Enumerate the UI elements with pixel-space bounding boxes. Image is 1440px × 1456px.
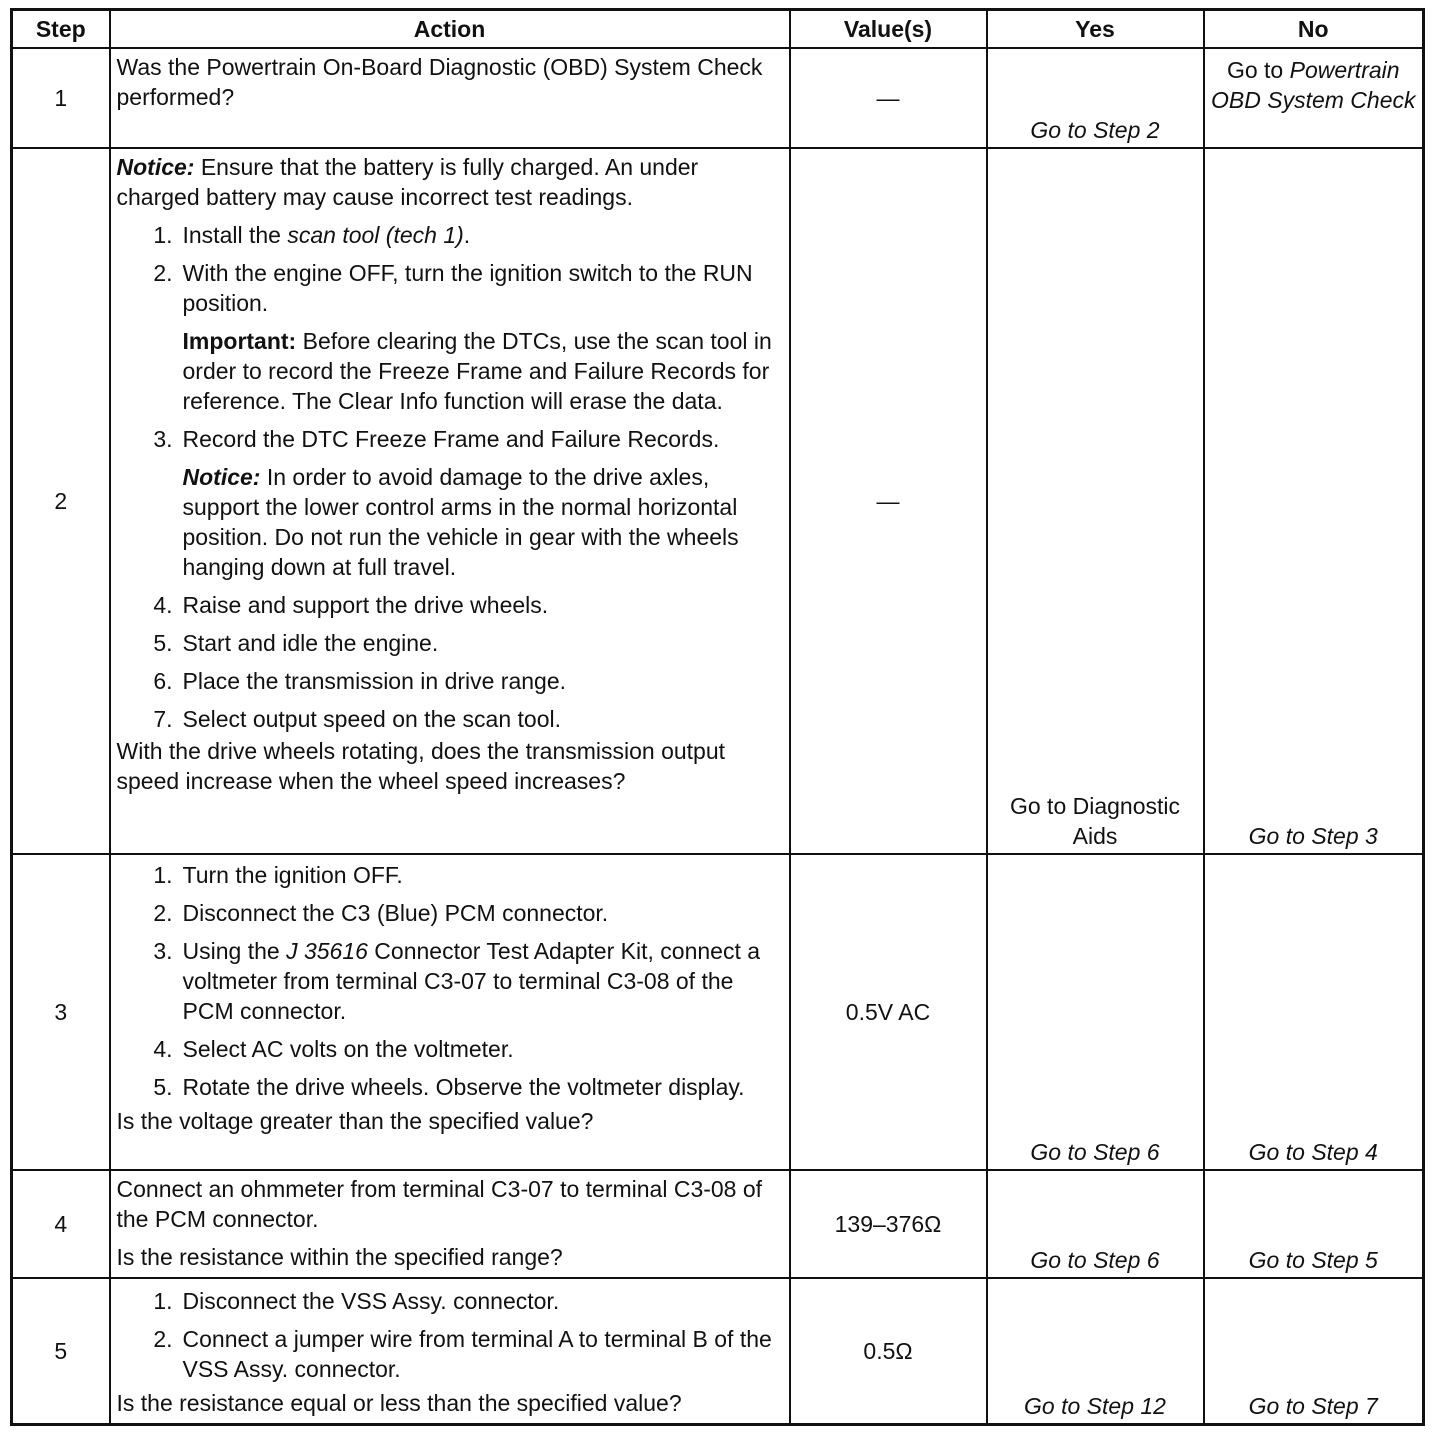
question-text: Is the resistance equal or less than the specified value? <box>116 1390 682 1416</box>
table-row <box>12 148 1424 854</box>
item-text-pre: Using the <box>182 938 287 964</box>
notice-text: Ensure that the battery is fully charged. An under charged battery may cause incorrect test readings. <box>116 154 699 210</box>
item-text: Disconnect the C3 (Blue) PCM connector. <box>182 900 609 926</box>
notice-label: Notice: <box>182 464 261 490</box>
step-number: 4 <box>12 1170 110 1278</box>
step-number: 1 <box>12 48 110 148</box>
action-cell <box>110 1278 790 1424</box>
procedure-list <box>117 424 783 454</box>
important-text: Before clearing the DTCs, use the scan tool in order to record the Freeze Frame and Failure Records for reference. The Clear Info function will erase the data. <box>182 328 772 414</box>
item-number: 2. <box>153 260 173 286</box>
step-number: 2 <box>12 148 110 854</box>
no-cell: Go to Step 5 <box>1204 1170 1424 1278</box>
item-text: Turn the ignition OFF. <box>182 862 403 888</box>
item-text-pre: Install the <box>182 222 288 248</box>
item-text: Place the transmission in drive range. <box>182 668 567 694</box>
procedure-list <box>117 1286 783 1384</box>
value-cell: 139–376Ω <box>790 1170 987 1278</box>
question-text: Is the resistance within the specified range? <box>116 1244 563 1270</box>
step-number: 3 <box>12 854 110 1170</box>
list-item <box>117 898 783 928</box>
item-number: 4. <box>153 1036 173 1062</box>
header-row <box>12 10 1424 49</box>
header-no: No <box>1204 10 1424 49</box>
item-number: 2. <box>153 1326 173 1352</box>
notice-label: Notice: <box>116 154 195 180</box>
item-text: Start and idle the engine. <box>182 630 439 656</box>
item-text: Select output speed on the scan tool. <box>182 706 561 732</box>
header-step: Step <box>12 10 110 49</box>
no-cell <box>1204 48 1424 148</box>
item-number: 1. <box>153 862 173 888</box>
step-number: 5 <box>12 1278 110 1424</box>
question-text: Is the voltage greater than the specified value? <box>116 1108 594 1134</box>
item-number: 3. <box>153 938 173 964</box>
list-item <box>117 628 783 658</box>
item-number: 4. <box>153 592 173 618</box>
header-values: Value(s) <box>790 10 987 49</box>
item-text <box>183 936 783 1026</box>
item-number: 1. <box>153 222 173 248</box>
value-cell: 0.5Ω <box>790 1278 987 1424</box>
tool-name: J 35616 <box>286 938 368 964</box>
item-number: 3. <box>153 426 173 452</box>
item-text: Record the DTC Freeze Frame and Failure Records. <box>182 426 720 452</box>
no-cell: Go to Step 7 <box>1204 1278 1424 1424</box>
header-action: Action <box>110 10 790 49</box>
item-number: 1. <box>153 1288 173 1314</box>
tool-name: scan tool (tech 1) <box>287 222 464 248</box>
no-cell: Go to Step 3 <box>1204 148 1424 854</box>
item-text: With the engine OFF, turn the ignition switch to the RUN position. <box>182 260 753 316</box>
item-text <box>183 220 783 250</box>
notice-text: In order to avoid damage to the drive axles, support the lower control arms in the normal horizontal position. Do not run the vehicle in gear with the wheels hanging down at full travel. <box>182 464 739 580</box>
important-paragraph <box>183 326 783 416</box>
item-text: Disconnect the VSS Assy. connector. <box>182 1288 560 1314</box>
yes-cell: Go to Step 2 <box>987 48 1204 148</box>
item-text: Rotate the drive wheels. Observe the voltmeter display. <box>182 1074 745 1100</box>
list-item <box>117 666 783 696</box>
table-row <box>12 1278 1424 1424</box>
item-text: Select AC volts on the voltmeter. <box>182 1036 514 1062</box>
item-text-post: Connector Test Adapter Kit, connect a voltmeter from terminal C3-07 to terminal C3-08 of the PCM connector. <box>182 938 761 1024</box>
procedure-list <box>117 590 783 734</box>
value-cell: 0.5V AC <box>790 854 987 1170</box>
item-number: 5. <box>153 630 173 656</box>
action-text: Connect an ohmmeter from terminal C3-07 to terminal C3-08 of the PCM connector. <box>116 1176 763 1232</box>
item-number: 5. <box>153 1074 173 1100</box>
item-text: Raise and support the drive wheels. <box>182 592 549 618</box>
item-number: 7. <box>153 706 173 732</box>
question-text: With the drive wheels rotating, does the transmission output speed increase when the wheel speed increases? <box>116 738 726 794</box>
list-item <box>117 220 783 250</box>
header-yes: Yes <box>987 10 1204 49</box>
important-label: Important: <box>182 328 297 354</box>
list-item <box>117 424 783 454</box>
table-row <box>12 48 1424 148</box>
list-item <box>117 1034 783 1064</box>
list-item <box>117 258 783 318</box>
item-number: 6. <box>153 668 173 694</box>
action-cell <box>110 1170 790 1278</box>
yes-cell: Go to Step 6 <box>987 1170 1204 1278</box>
yes-cell: Go to Step 12 <box>987 1278 1204 1424</box>
no-link: Powertrain OBD System Check <box>1211 57 1416 113</box>
yes-cell: Go to Step 6 <box>987 854 1204 1170</box>
notice-paragraph <box>117 152 783 212</box>
table-row <box>12 854 1424 1170</box>
list-item <box>117 590 783 620</box>
value-cell: — <box>790 148 987 854</box>
value-cell: — <box>790 48 987 148</box>
item-number: 2. <box>153 900 173 926</box>
procedure-list <box>117 860 783 1102</box>
list-item <box>117 1072 783 1102</box>
no-cell: Go to Step 4 <box>1204 854 1424 1170</box>
list-item <box>117 936 783 1026</box>
item-text: Connect a jumper wire from terminal A to terminal B of the VSS Assy. connector. <box>182 1326 772 1382</box>
action-cell <box>110 48 790 148</box>
action-cell <box>110 148 790 854</box>
action-text: Was the Powertrain On-Board Diagnostic (OBD) System Check performed? <box>116 54 763 110</box>
yes-cell: Go to Diagnostic Aids <box>987 148 1204 854</box>
procedure-list <box>117 220 783 318</box>
item-text-post: . <box>463 222 471 248</box>
list-item <box>117 1324 783 1384</box>
notice-paragraph <box>183 462 783 582</box>
list-item <box>117 704 783 734</box>
diagnostic-table <box>10 8 1425 1426</box>
list-item <box>117 1286 783 1316</box>
table-row <box>12 1170 1424 1278</box>
action-cell <box>110 854 790 1170</box>
no-prefix: Go to <box>1226 57 1284 83</box>
list-item <box>117 860 783 890</box>
